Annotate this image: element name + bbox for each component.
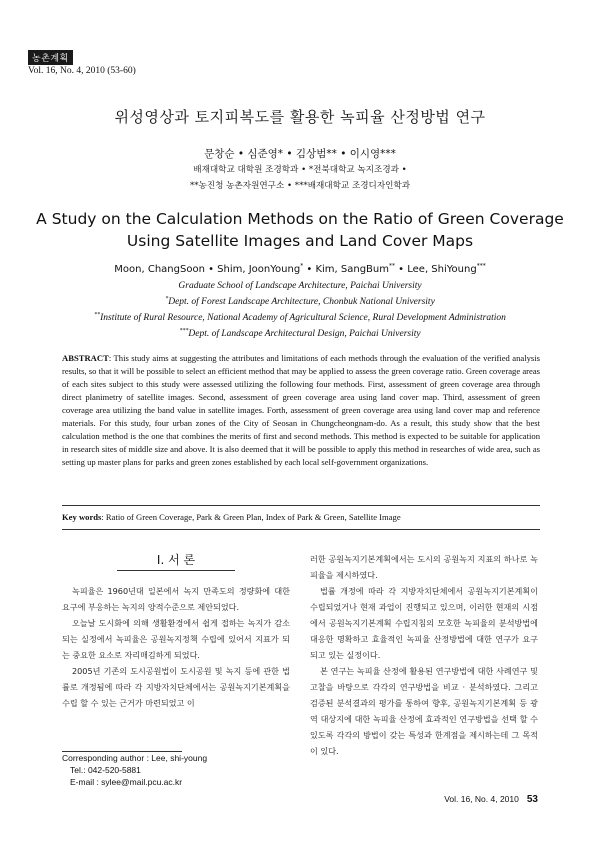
english-affiliation-3 bbox=[0, 313, 600, 323]
footnote-author: Corresponding author : Lee, shi-young bbox=[62, 753, 208, 763]
footnote-email: E-mail : sylee@mail.pcu.ac.kr bbox=[70, 777, 183, 787]
page-number: 53 bbox=[526, 794, 538, 805]
abstract-text: : This study aims at suggesting the attributes and limitations of each methods through the evaluation of the verified analysis results, so that it will be possible to select an efficient method that may be applied to assess the green coverage ratio. Green coverage areas of each sites subject to this study were assessed utilizing the following four methods. First, assessment of green coverage area through direct planimetry of satellite images. Second, assessment of green coverage area using land cover map. Third, assessment of green coverage area utilizing the band value in satellite images. Forth, assessment of green coverage area using land cover map and reference materials. For this study, four urban zones of the City of Seosan in Chungcheongnam-do. As a result, this study show that the best calculation method is the one that combines the merits of first and second methods. This method is expected to be suitable for application in research sites of middle size and above. It is also deemed that it will be possible to apply this method in researches of wide area, such as setting up master plans for parks and green zones established by each local self-government organizations. bbox=[62, 353, 540, 467]
body-paragraph: 녹피율은 1960년대 일본에서 녹지 만족도의 정량화에 대한 요구에 부응하는 녹지의 양적수준으로 제안되었다. bbox=[62, 586, 290, 612]
abstract-label: ABSTRACT bbox=[62, 353, 109, 363]
english-authors bbox=[0, 264, 600, 275]
keywords-bottom-rule bbox=[62, 529, 540, 530]
body-paragraph: 본 연구는 녹피율 산정에 활용된 연구방법에 대한 사례연구 및 고찰을 바탕으로 각각의 연구방법을 비교 · 분석하였다. 그리고 검증된 분석결과의 평가를 통하여 향후, 공원녹지기본계획 등 광역 대상지에 대한 녹피율 산정에 효과적인 연구방법을 선택 할 수 있도록 각각의 방법이 갖는 특성과 한계점을 제시하는데 그 목적이 있다. bbox=[310, 666, 538, 756]
author-4-mark: *** bbox=[476, 262, 486, 270]
affiliation-2-text: Dept. of Forest Landscape Architecture, Chonbuk National University bbox=[168, 297, 435, 307]
keywords bbox=[62, 512, 540, 522]
affiliation-2-mark: * bbox=[165, 295, 169, 302]
body-column-right bbox=[310, 551, 538, 759]
affiliation-3-text: Institute of Rural Resource, National Academy of Agricultural Science, Rural Development Administration bbox=[100, 313, 506, 323]
english-title bbox=[0, 208, 600, 252]
author-3-mark: ** bbox=[388, 262, 395, 270]
body-paragraph: 법률 개정에 따라 각 지방자치단체에서 공원녹지기본계획이 수립되었거나 현재 과업이 진행되고 있으며, 이러한 현재의 시점에서 공원녹지기본계획 수립지침의 모호한 녹피율의 분석방법에 대응한 명확하고 효율적인 녹피율 산정방법에 대한 연구가 요구되고 있는 실정이다. bbox=[310, 586, 538, 660]
section-heading-text: I. 서 론 bbox=[117, 553, 235, 571]
english-title-line-1: A Study on the Calculation Methods on the Ratio of Green Coverage bbox=[36, 210, 564, 228]
journal-volume-info: Vol. 16, No. 4, 2010 (53-60) bbox=[28, 66, 136, 76]
korean-affiliation-1: 배재대학교 대학원 조경학과 • *전북대학교 녹지조경과 • bbox=[193, 165, 407, 175]
body-paragraph: 오늘날 도시화에 의해 생활환경에서 쉽게 접하는 녹지가 감소되는 실정에서 녹피율은 공원녹지정책 수립에 있어서 지표가 되는 중요한 요소로 자리매김하게 되었다. bbox=[62, 618, 290, 660]
keywords-label: Key words bbox=[62, 512, 102, 522]
author-2-mark: * bbox=[300, 262, 304, 270]
footer-volume-info: Vol. 16, No. 4, 2010 bbox=[444, 794, 519, 804]
author-4: • Lee, ShiYoung bbox=[394, 264, 477, 275]
body-paragraph: 2005년 기존의 도시공원법이 도시공원 및 녹지 등에 관한 법률로 개정됨에 따라 각 지방자치단체에서는 공원녹지기본계획을 수립 할 수 있는 근거가 마련되었고 이 bbox=[62, 666, 290, 708]
english-title-line-2: Using Satellite Images and Land Cover Maps bbox=[126, 232, 474, 250]
body-paragraph: 러한 공원녹지기본계획에서는 도시의 공원녹지 지표의 하나로 녹피율을 제시하였다. bbox=[310, 554, 538, 580]
corresponding-author-footnote bbox=[62, 752, 207, 788]
journal-badge: 농촌계획 bbox=[28, 50, 73, 65]
author-3: • Kim, SangBum bbox=[303, 264, 389, 275]
abstract bbox=[62, 352, 540, 469]
korean-title: 위성영상과 토지피복도를 활용한 녹피율 산정방법 연구 bbox=[114, 108, 486, 126]
author-1-2: Moon, ChangSoon • Shim, JoonYoung bbox=[114, 264, 301, 275]
keywords-top-rule bbox=[62, 505, 540, 506]
page-footer bbox=[444, 794, 538, 805]
english-affiliation-1: Graduate School of Landscape Architecture, Paichai University bbox=[178, 281, 422, 291]
footnote-tel: Tel.: 042-520-5881 bbox=[70, 765, 141, 775]
keywords-text: : Ratio of Green Coverage, Park & Green Plan, Index of Park & Green, Satellite Image bbox=[101, 512, 401, 522]
affiliation-4-mark: *** bbox=[179, 327, 189, 334]
english-affiliation-2 bbox=[0, 297, 600, 307]
english-affiliation-4 bbox=[0, 329, 600, 339]
korean-affiliation-2: **농진청 농촌자원연구소 • ***배재대학교 조경디자인학과 bbox=[189, 181, 411, 191]
korean-authors: 문창순 • 심준영* • 김상범** • 이시영*** bbox=[204, 148, 396, 160]
affiliation-3-mark: ** bbox=[94, 311, 101, 318]
body-column-left bbox=[62, 583, 290, 711]
affiliation-4-text: Dept. of Landscape Architectural Design, Paichai University bbox=[188, 329, 421, 339]
section-heading-introduction bbox=[62, 551, 290, 568]
